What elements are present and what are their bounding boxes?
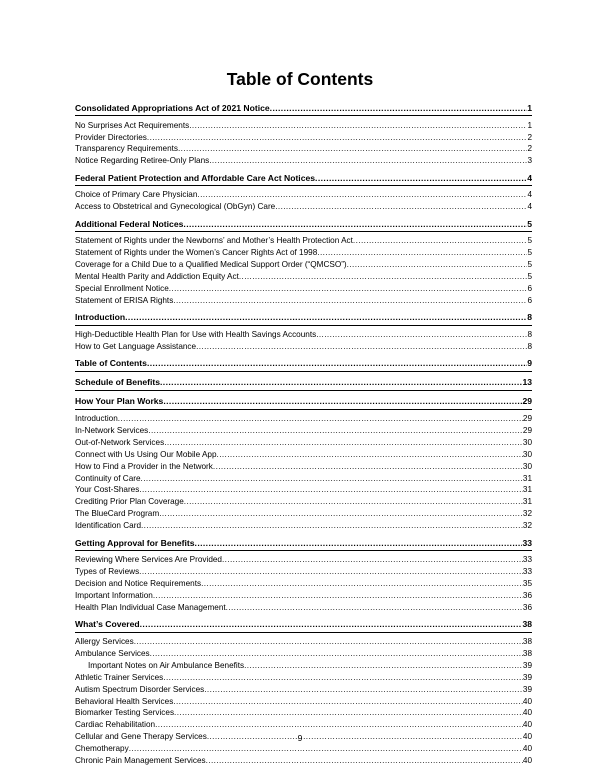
dot-leader [134, 636, 523, 648]
toc-item-notice-regarding-retiree-only-plans[interactable] [75, 155, 532, 167]
dot-leader [139, 484, 523, 496]
dot-leader [196, 341, 527, 353]
toc-item-label: Important Information [75, 591, 153, 600]
toc-section-schedule-of-benefits[interactable] [75, 376, 532, 390]
dot-leader [213, 461, 523, 473]
dot-leader [173, 696, 523, 708]
toc-item-label: Your Cost-Shares [75, 485, 140, 495]
toc-item-ambulance-services[interactable] [75, 648, 532, 660]
toc-item-label: Cardiac Rehabilitation [75, 720, 156, 730]
toc-section-title: What’s Covered [75, 619, 140, 630]
toc-section-title: Schedule of Benefits [75, 377, 160, 388]
toc-section-page: 29 [522, 396, 532, 407]
toc-item-access-to-obstetrical-and-gynecological-obgyn-care[interactable] [75, 201, 532, 213]
toc-item-label: Coverage for a Child Due to a Qualified Medical Support Order (“QMCSO”) [75, 260, 347, 270]
toc-item-page: 8 [527, 330, 532, 340]
toc-item-page: 30 [522, 461, 532, 471]
dot-leader [160, 376, 522, 388]
toc-item-label: Choice of Primary Care Physician [75, 190, 198, 200]
toc-item-health-plan-individual-case-management[interactable] [75, 602, 532, 614]
toc-item-page: 30 [522, 449, 532, 459]
dot-leader [239, 271, 528, 283]
toc-item-page: 31 [522, 473, 532, 483]
toc-item-coverage-for-a-child-due-to-a-qualified-medical-support-order-qmcso[interactable] [75, 259, 532, 271]
dot-leader [148, 425, 523, 437]
dot-leader [173, 295, 527, 307]
toc-item-choice-of-primary-care-physician[interactable] [75, 189, 532, 201]
toc-item-label: No Surprises Act Requirements [75, 120, 190, 130]
toc-item-page: 6 [527, 295, 532, 305]
toc-item-page: 40 [522, 720, 532, 730]
toc-item-label: Decision and Notice Requirements [75, 579, 202, 589]
toc-item-page: 5 [527, 272, 532, 282]
toc-section-getting-approval-for-benefits[interactable] [75, 537, 532, 551]
toc-item-label: Provider Directories [75, 132, 147, 142]
dot-leader [189, 120, 527, 132]
toc-item-page: 33 [522, 567, 532, 577]
toc-item-page: 32 [522, 509, 532, 519]
toc-item-page: 36 [522, 591, 532, 600]
toc-item-continuity-of-care[interactable] [75, 473, 532, 485]
toc-section-page: 38 [522, 619, 532, 630]
toc-item-label: Athletic Trainer Services [75, 672, 164, 682]
toc-section-title: Additional Federal Notices [75, 218, 184, 229]
dot-leader [222, 554, 523, 566]
dot-leader [197, 189, 527, 201]
toc-item-label: Crediting Prior Plan Coverage [75, 497, 184, 507]
toc-item-label: High-Deductible Health Plan for Use with Health Savings Accounts [75, 330, 317, 340]
toc-item-label: Mental Health Parity and Addiction Equity Act [75, 272, 239, 282]
dot-leader [155, 719, 523, 731]
toc-item-label: Continuity of Care [75, 473, 141, 483]
dot-leader [317, 247, 527, 259]
toc-item-label: Types of Reviews [75, 567, 140, 577]
dot-leader [147, 357, 527, 369]
toc-item-mental-health-parity-and-addiction-equity-act[interactable] [75, 271, 532, 283]
toc-item-page: 1 [527, 120, 532, 130]
dot-leader [270, 102, 528, 114]
table-of-contents [75, 102, 532, 767]
toc-item-label: Chemotherapy [75, 744, 129, 754]
toc-item-page: 39 [522, 672, 532, 682]
toc-section-introduction[interactable] [75, 311, 532, 325]
toc-item-reviewing-where-services-are-provided[interactable] [75, 554, 532, 566]
dot-leader [153, 590, 523, 602]
toc-item-biomarker-testing-services[interactable] [75, 707, 532, 719]
toc-item-label: Statement of ERISA Rights [75, 295, 174, 305]
toc-section-how-your-plan-works[interactable] [75, 395, 532, 409]
dot-leader [169, 283, 528, 295]
toc-item-page: 29 [522, 414, 532, 424]
dot-leader [129, 743, 523, 755]
toc-section-page: 13 [522, 377, 532, 388]
dot-leader [140, 618, 523, 630]
toc-section-page: 33 [522, 537, 532, 548]
toc-item-statement-of-erisa-rights[interactable] [75, 295, 532, 307]
toc-item-page: 6 [527, 284, 532, 294]
toc-item-page: 40 [522, 708, 532, 718]
dot-leader [159, 508, 523, 520]
toc-item-statement-of-rights-under-the-women-s-cancer-rights-act-of-1998[interactable] [75, 247, 532, 259]
toc-item-identification-card[interactable] [75, 520, 532, 532]
dot-leader [150, 648, 523, 660]
toc-section-page: 4 [527, 172, 532, 183]
toc-item-page: 8 [527, 341, 532, 351]
dot-leader [275, 201, 527, 213]
toc-section-title: Consolidated Appropriations Act of 2021 Notice [75, 103, 270, 113]
toc-item-page: 40 [522, 732, 532, 742]
toc-item-page: 2 [527, 132, 532, 142]
dot-leader [118, 413, 523, 425]
toc-section-federal-patient-protection-and-affordable-care-act-notices[interactable] [75, 172, 532, 186]
toc-item-page: 5 [527, 260, 532, 270]
toc-item-label: Important Notes on Air Ambulance Benefits [88, 660, 245, 670]
toc-item-label: The BlueCard Program [75, 509, 160, 519]
dot-leader [139, 566, 523, 578]
toc-item-page: 32 [522, 521, 532, 531]
dot-leader [244, 660, 523, 672]
dot-leader [204, 684, 523, 696]
dot-leader [125, 311, 527, 323]
toc-section-page: 1 [527, 103, 532, 113]
toc-item-decision-and-notice-requirements[interactable] [75, 578, 532, 590]
toc-item-page: 3 [527, 156, 532, 166]
dot-leader [226, 602, 523, 614]
toc-item-provider-directories[interactable] [75, 132, 532, 144]
toc-item-transparency-requirements[interactable] [75, 143, 532, 155]
toc-item-page: 31 [522, 485, 532, 495]
dot-leader [315, 172, 527, 184]
toc-item-label: How to Get Language Assistance [75, 341, 197, 351]
toc-item-important-information[interactable] [75, 590, 532, 602]
toc-item-statement-of-rights-under-the-newborns-and-mother-s-health-protection-act[interactable] [75, 235, 532, 247]
page-title: Table of Contents [226, 69, 374, 89]
toc-item-label: Chronic Pain Management Services [75, 756, 206, 766]
toc-item-page: 4 [527, 190, 532, 200]
toc-item-athletic-trainer-services[interactable] [75, 672, 532, 684]
dot-leader [209, 155, 527, 167]
toc-item-label: Connect with Us Using Our Mobile App [75, 449, 217, 459]
toc-item-page: 5 [527, 248, 532, 258]
toc-item-label: Statement of Rights under the Newborns’ and Mother’s Health Protection Act [75, 236, 353, 246]
toc-item-label: Access to Obstetrical and Gynecological (ObGyn) Care [75, 202, 276, 212]
toc-item-page: 39 [522, 684, 532, 694]
toc-item-label: Transparency Requirements [75, 144, 178, 154]
toc-item-label: Special Enrollment Notice [75, 284, 169, 294]
toc-item-crediting-prior-plan-coverage[interactable] [75, 496, 532, 508]
dot-leader [174, 707, 523, 719]
toc-section-title: Introduction [75, 312, 126, 323]
toc-item-label: Out-of-Network Services [75, 437, 165, 447]
toc-item-label: Notice Regarding Retiree-Only Plans [75, 156, 210, 166]
toc-item-page: 29 [522, 425, 532, 435]
toc-item-label: Introduction [75, 414, 118, 424]
toc-item-label: Identification Card [75, 521, 141, 531]
dot-leader [195, 537, 523, 549]
page-number: 9 [297, 733, 303, 743]
toc-item-page: 40 [522, 744, 532, 754]
dot-leader [184, 496, 523, 508]
toc-item-label: Statement of Rights under the Women’s Cancer Rights Act of 1998 [75, 248, 318, 258]
toc-item-page: 39 [522, 660, 532, 670]
toc-item-page: 30 [522, 437, 532, 447]
toc-item-page: 36 [522, 602, 532, 612]
dot-leader [183, 218, 527, 230]
toc-item-label: Allergy Services [75, 637, 134, 646]
toc-item-special-enrollment-notice[interactable] [75, 283, 532, 295]
toc-item-allergy-services[interactable] [75, 636, 532, 648]
toc-section-what-s-covered[interactable] [75, 618, 532, 632]
toc-item-label: In-Network Services [75, 425, 149, 435]
toc-item-label: Behavioral Health Services [75, 696, 174, 706]
toc-item-no-surprises-act-requirements[interactable] [75, 120, 532, 132]
toc-item-page: 33 [522, 555, 532, 565]
dot-leader [178, 143, 527, 155]
toc-item-page: 38 [522, 648, 532, 658]
toc-item-page: 4 [527, 202, 532, 212]
toc-item-page: 38 [522, 637, 532, 646]
toc-item-chronic-pain-management-services[interactable] [75, 755, 532, 767]
toc-section-additional-federal-notices[interactable] [75, 218, 532, 232]
toc-item-page: 35 [522, 579, 532, 589]
dot-leader [316, 329, 527, 341]
toc-section-title: Getting Approval for Benefits [75, 537, 195, 548]
toc-section-page: 8 [527, 312, 532, 323]
toc-section-page: 5 [527, 218, 532, 229]
toc-item-autism-spectrum-disorder-services[interactable] [75, 684, 532, 696]
toc-item-page: 31 [522, 497, 532, 507]
toc-section-table-of-contents[interactable] [75, 357, 532, 371]
dot-leader [206, 755, 523, 767]
toc-item-label: Autism Spectrum Disorder Services [75, 684, 205, 694]
toc-item-label: Reviewing Where Services Are Provided [75, 555, 222, 565]
toc-item-label: Ambulance Services [75, 648, 150, 658]
toc-item-high-deductible-health-plan-for-use-with-health-savings-accounts[interactable] [75, 329, 532, 341]
dot-leader [163, 672, 523, 684]
toc-item-important-notes-on-air-ambulance-benefits[interactable] [75, 660, 532, 672]
toc-item-label: How to Find a Provider in the Network [75, 461, 213, 471]
toc-item-label: Health Plan Individual Case Management [75, 602, 226, 612]
dot-leader [141, 473, 523, 485]
toc-item-page: 5 [527, 236, 532, 246]
toc-section-title: Federal Patient Protection and Affordable Care Act Notices [75, 172, 316, 183]
dot-leader [201, 578, 523, 590]
dot-leader [141, 520, 523, 532]
toc-item-chemotherapy[interactable] [75, 743, 532, 755]
toc-item-in-network-services[interactable] [75, 425, 532, 437]
dot-leader [147, 132, 528, 144]
dot-leader [164, 437, 523, 449]
toc-item-introduction[interactable] [75, 413, 532, 425]
toc-item-page: 2 [527, 144, 532, 154]
toc-item-label: Biomarker Testing Services [75, 708, 175, 718]
dot-leader [347, 259, 528, 271]
toc-item-connect-with-us-using-our-mobile-app[interactable] [75, 449, 532, 461]
dot-leader [163, 395, 522, 407]
toc-section-title: Table of Contents [75, 358, 147, 369]
toc-item-how-to-find-a-provider-in-the-network[interactable] [75, 461, 532, 473]
toc-item-out-of-network-services[interactable] [75, 437, 532, 449]
toc-item-page: 40 [522, 696, 532, 706]
toc-item-your-cost-shares[interactable] [75, 484, 532, 496]
toc-item-how-to-get-language-assistance[interactable] [75, 341, 532, 353]
toc-section-page: 9 [527, 358, 532, 369]
toc-item-behavioral-health-services[interactable] [75, 696, 532, 708]
toc-item-types-of-reviews[interactable] [75, 566, 532, 578]
dot-leader [217, 449, 523, 461]
toc-section-consolidated-appropriations-act-of-2021-notice[interactable] [75, 102, 532, 116]
toc-section-title: How Your Plan Works [75, 396, 164, 407]
toc-item-the-bluecard-program[interactable] [75, 508, 532, 520]
toc-item-label: Cellular and Gene Therapy Services [75, 732, 207, 742]
toc-item-cardiac-rehabilitation[interactable] [75, 719, 532, 731]
dot-leader [353, 235, 528, 247]
toc-item-page: 40 [522, 756, 532, 766]
